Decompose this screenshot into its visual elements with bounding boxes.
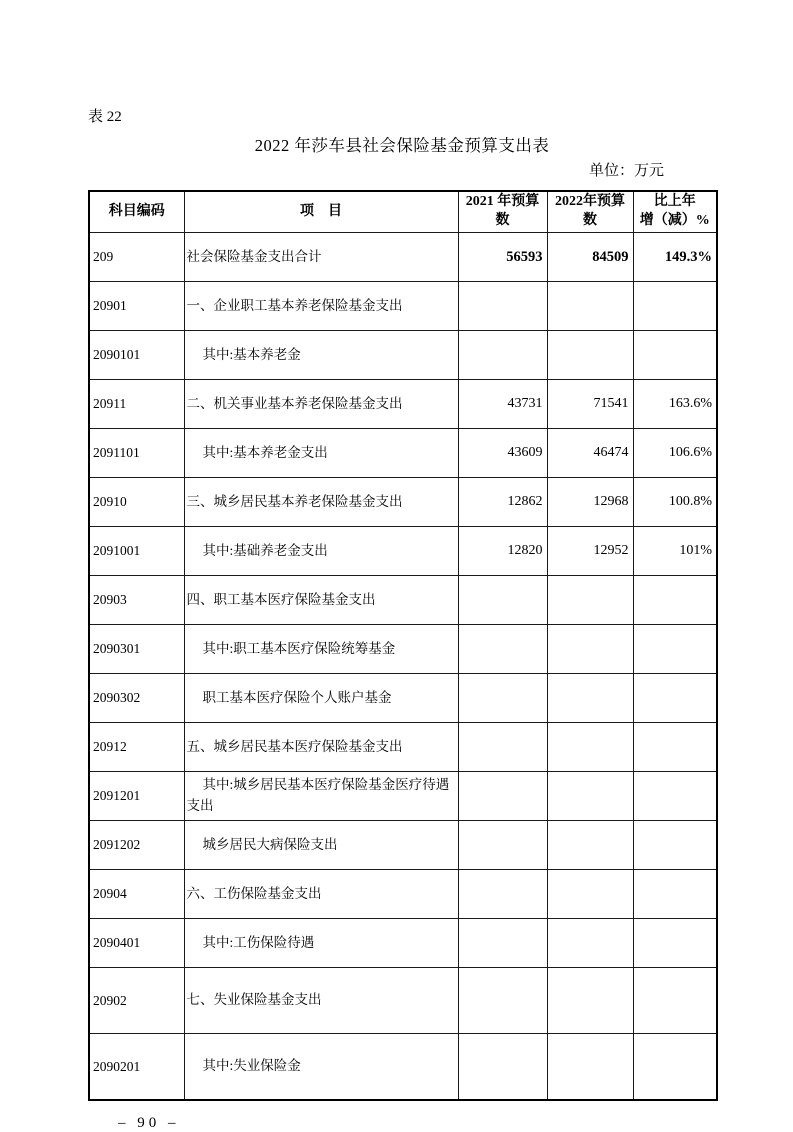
cell-item bbox=[184, 772, 458, 821]
table-header-row bbox=[89, 191, 717, 233]
cell-yoy-change: 101% bbox=[633, 527, 717, 576]
cell-budget-2021 bbox=[458, 968, 547, 1034]
cell-budget-2022: 12968 bbox=[547, 478, 633, 527]
cell-budget-2021: 12820 bbox=[458, 527, 547, 576]
item-text-line: 职工基本医疗保险个人账户基金 bbox=[202, 689, 392, 705]
table-row bbox=[89, 723, 717, 772]
cell-budget-2022 bbox=[547, 821, 633, 870]
cell-budget-2021: 43731 bbox=[458, 380, 547, 429]
item-text-line: 五、城乡居民基本医疗保险基金支出 bbox=[186, 738, 403, 754]
cell-subject-code: 2091201 bbox=[89, 772, 184, 821]
cell-budget-2022 bbox=[547, 968, 633, 1034]
cell-item bbox=[184, 919, 458, 968]
cell-budget-2021 bbox=[458, 821, 547, 870]
item-text-line: 其中:基础养老金支出 bbox=[202, 542, 328, 558]
cell-subject-code: 2090401 bbox=[89, 919, 184, 968]
col-header-item: 项 目 bbox=[184, 191, 458, 233]
item-text-line: 一、企业职工基本养老保险基金支出 bbox=[186, 297, 403, 313]
cell-budget-2021 bbox=[458, 772, 547, 821]
unit-label: 单位：万元 bbox=[588, 163, 664, 179]
col-header-yoy-line1: 比上年 bbox=[653, 194, 696, 210]
cell-yoy-change bbox=[633, 772, 717, 821]
cell-budget-2021 bbox=[458, 331, 547, 380]
cell-subject-code: 20910 bbox=[89, 478, 184, 527]
table-row bbox=[89, 870, 717, 919]
table-row bbox=[89, 282, 717, 331]
cell-yoy-change bbox=[633, 282, 717, 331]
cell-budget-2022 bbox=[547, 772, 633, 821]
table-row bbox=[89, 331, 717, 380]
cell-subject-code: 20902 bbox=[89, 968, 184, 1034]
item-text-line: 二、机关事业基本养老保险基金支出 bbox=[186, 395, 403, 411]
cell-yoy-change: 149.3% bbox=[633, 233, 717, 282]
cell-item bbox=[184, 1034, 458, 1101]
table-row bbox=[89, 380, 717, 429]
cell-yoy-change bbox=[633, 723, 717, 772]
cell-item bbox=[184, 625, 458, 674]
cell-item bbox=[184, 870, 458, 919]
cell-budget-2022 bbox=[547, 625, 633, 674]
cell-subject-code: 2090302 bbox=[89, 674, 184, 723]
cell-item bbox=[184, 527, 458, 576]
item-text-line: 其中:城乡居民基本医疗保险基金医疗待遇 bbox=[202, 777, 450, 793]
cell-subject-code: 209 bbox=[89, 233, 184, 282]
cell-item bbox=[184, 821, 458, 870]
cell-budget-2022 bbox=[547, 1034, 633, 1101]
cell-subject-code: 20911 bbox=[89, 380, 184, 429]
cell-subject-code: 2091202 bbox=[89, 821, 184, 870]
item-text-line: 六、工伤保险基金支出 bbox=[186, 885, 322, 901]
col-header-budget-2022: 2022年预算数 bbox=[547, 191, 633, 233]
table-number-label: 表 22 bbox=[88, 109, 122, 125]
cell-budget-2022: 84509 bbox=[547, 233, 633, 282]
cell-subject-code: 2090101 bbox=[89, 331, 184, 380]
cell-yoy-change: 163.6% bbox=[633, 380, 717, 429]
cell-yoy-change: 106.6% bbox=[633, 429, 717, 478]
cell-item bbox=[184, 233, 458, 282]
cell-item bbox=[184, 723, 458, 772]
cell-item bbox=[184, 282, 458, 331]
cell-budget-2021: 43609 bbox=[458, 429, 547, 478]
cell-budget-2022 bbox=[547, 870, 633, 919]
table-row bbox=[89, 233, 717, 282]
item-text-line: 四、职工基本医疗保险基金支出 bbox=[186, 591, 376, 607]
table-body bbox=[89, 233, 717, 1101]
item-text-line: 三、城乡居民基本养老保险基金支出 bbox=[186, 493, 403, 509]
table-row bbox=[89, 674, 717, 723]
cell-budget-2021 bbox=[458, 674, 547, 723]
cell-budget-2021: 56593 bbox=[458, 233, 547, 282]
col-header-yoy-change bbox=[633, 191, 717, 233]
item-text-line: 其中:工伤保险待遇 bbox=[202, 934, 315, 950]
table-row bbox=[89, 576, 717, 625]
cell-yoy-change: 100.8% bbox=[633, 478, 717, 527]
cell-budget-2021: 12862 bbox=[458, 478, 547, 527]
cell-budget-2021 bbox=[458, 870, 547, 919]
table-header bbox=[89, 191, 717, 233]
cell-yoy-change bbox=[633, 968, 717, 1034]
cell-budget-2022 bbox=[547, 919, 633, 968]
cell-budget-2021 bbox=[458, 282, 547, 331]
cell-budget-2021 bbox=[458, 1034, 547, 1101]
cell-item bbox=[184, 674, 458, 723]
cell-yoy-change bbox=[633, 331, 717, 380]
cell-item bbox=[184, 380, 458, 429]
cell-item bbox=[184, 429, 458, 478]
item-text-line: 其中:基本养老金支出 bbox=[202, 444, 328, 460]
cell-budget-2022 bbox=[547, 331, 633, 380]
item-text-line: 其中:职工基本医疗保险统筹基金 bbox=[202, 640, 396, 656]
cell-budget-2022 bbox=[547, 723, 633, 772]
cell-subject-code: 2090301 bbox=[89, 625, 184, 674]
col-header-yoy-line2: 增（减）% bbox=[639, 213, 710, 228]
table-row bbox=[89, 429, 717, 478]
page-number: – 90 – bbox=[118, 1115, 180, 1131]
cell-subject-code: 2091001 bbox=[89, 527, 184, 576]
cell-yoy-change bbox=[633, 1034, 717, 1101]
item-text-line: 支出 bbox=[186, 798, 214, 813]
table-row bbox=[89, 527, 717, 576]
cell-subject-code: 20903 bbox=[89, 576, 184, 625]
table-row bbox=[89, 968, 717, 1034]
cell-item bbox=[184, 968, 458, 1034]
cell-budget-2022: 71541 bbox=[547, 380, 633, 429]
cell-budget-2021 bbox=[458, 723, 547, 772]
cell-subject-code: 20912 bbox=[89, 723, 184, 772]
cell-item bbox=[184, 478, 458, 527]
budget-expenditure-table bbox=[88, 190, 718, 1101]
table-row bbox=[89, 1034, 717, 1101]
cell-yoy-change bbox=[633, 674, 717, 723]
cell-budget-2021 bbox=[458, 625, 547, 674]
cell-subject-code: 2091101 bbox=[89, 429, 184, 478]
cell-yoy-change bbox=[633, 576, 717, 625]
item-text-line: 七、失业保险基金支出 bbox=[186, 992, 322, 1008]
cell-budget-2022 bbox=[547, 576, 633, 625]
cell-yoy-change bbox=[633, 870, 717, 919]
table-row bbox=[89, 478, 717, 527]
item-text-line: 其中:失业保险金 bbox=[202, 1058, 301, 1074]
cell-budget-2022: 46474 bbox=[547, 429, 633, 478]
cell-budget-2022: 12952 bbox=[547, 527, 633, 576]
cell-yoy-change bbox=[633, 821, 717, 870]
table-row bbox=[89, 821, 717, 870]
item-text-line: 其中:基本养老金 bbox=[202, 346, 301, 362]
cell-budget-2022 bbox=[547, 282, 633, 331]
cell-item bbox=[184, 576, 458, 625]
cell-budget-2021 bbox=[458, 919, 547, 968]
page-title: 2022 年莎车县社会保险基金预算支出表 bbox=[254, 136, 550, 155]
cell-yoy-change bbox=[633, 625, 717, 674]
col-header-budget-2021: 2021 年预算数 bbox=[458, 191, 547, 233]
col-header-subject-code: 科目编码 bbox=[89, 191, 184, 233]
table-row bbox=[89, 919, 717, 968]
cell-budget-2021 bbox=[458, 576, 547, 625]
table-row bbox=[89, 625, 717, 674]
item-text-line: 城乡居民大病保险支出 bbox=[202, 836, 338, 852]
cell-subject-code: 20904 bbox=[89, 870, 184, 919]
item-text-line: 社会保险基金支出合计 bbox=[186, 248, 322, 264]
cell-subject-code: 2090201 bbox=[89, 1034, 184, 1101]
cell-yoy-change bbox=[633, 919, 717, 968]
table-row bbox=[89, 772, 717, 821]
cell-budget-2022 bbox=[547, 674, 633, 723]
cell-item bbox=[184, 331, 458, 380]
cell-subject-code: 20901 bbox=[89, 282, 184, 331]
